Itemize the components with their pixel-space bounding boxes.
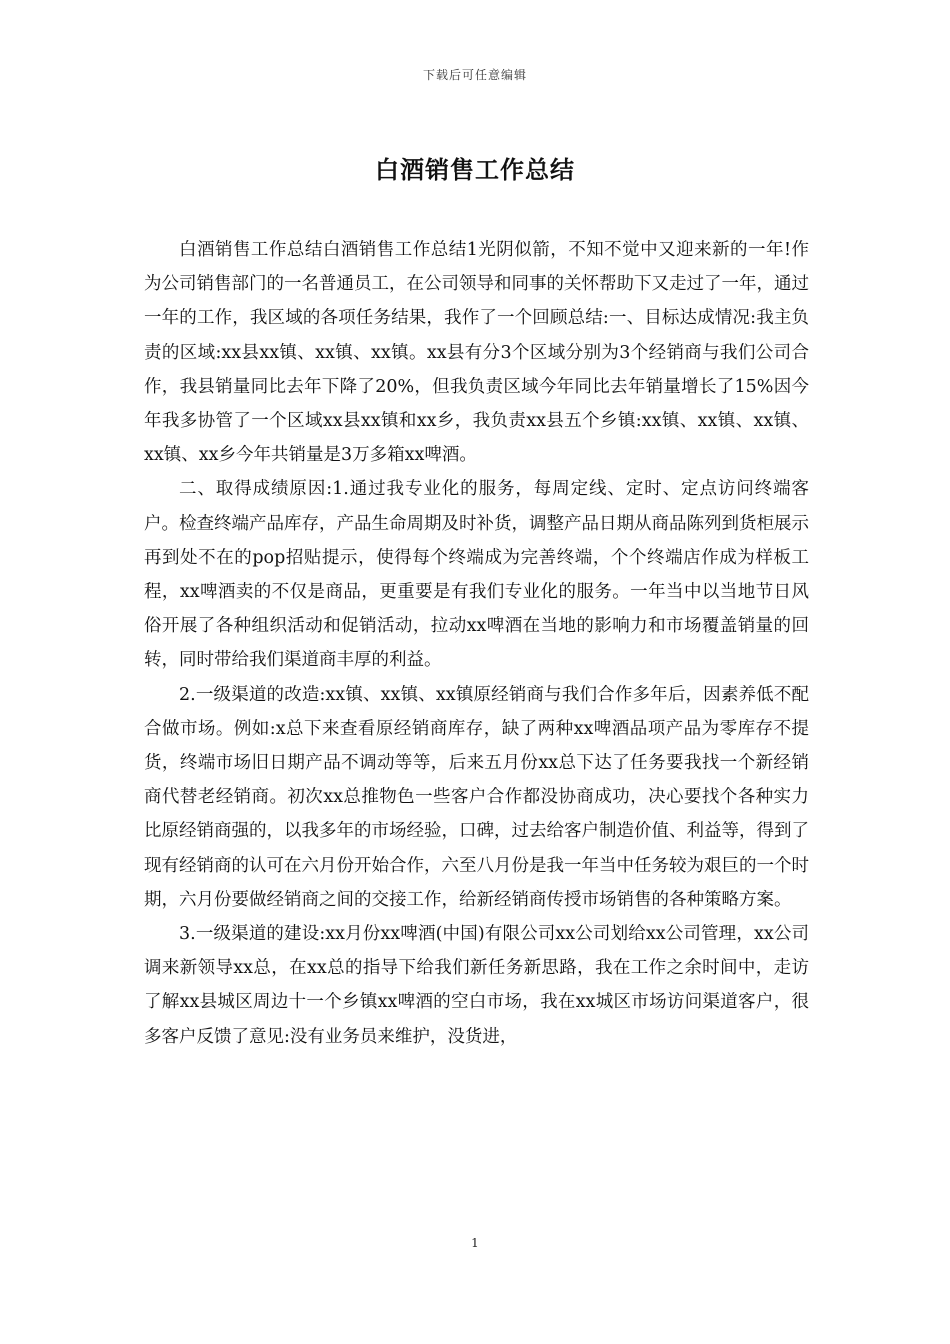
- document-body: [144, 233, 809, 1054]
- paragraph-2: 二、取得成绩原因:1.通过我专业化的服务，每周定线、定时、定点访问终端客户。检查终端产品库存，产品生命周期及时补货，调整产品日期从商品陈列到货柜展示再到处不在的pop招贴提示，使得每个终端成为完善终端，个个终端店作成为样板工程，xx啤酒卖的不仅是商品，更重要是有我们专业化的服务。一年当中以当地节日风俗开展了各种组织活动和促销活动，拉动xx啤酒在当地的影响力和市场覆盖销量的回转，同时带给我们渠道商丰厚的利益。: [144, 479, 809, 671]
- page-number: 1: [471, 1236, 479, 1250]
- page-header: 下载后可任意编辑: [422, 68, 527, 82]
- document-title: 白酒销售工作总结: [375, 155, 575, 184]
- paragraph-4: 3.一级渠道的建设:xx月份xx啤酒(中国)有限公司xx公司划给xx公司管理，xx公司调来新领导xx总，在xx总的指导下给我们新任务新思路，我在工作之余时间中，走访了解xx县城区周边十一个乡镇xx啤酒的空白市场，我在xx城区市场访问渠道客户，很多客户反馈了意见:没有业务员来维护，没货进，: [144, 924, 809, 1047]
- paragraph-3: 2.一级渠道的改造:xx镇、xx镇、xx镇原经销商与我们合作多年后，因素养低不配合做市场。例如:x总下来查看原经销商库存，缺了两种xx啤酒品项产品为零库存不提货，终端市场旧日期产品不调动等等，后来五月份xx总下达了任务要我找一个新经销商代替老经销商。初次xx总推物色一些客户合作都没协商成功，决心要找个各种实力比原经销商强的，以我多年的市场经验，口碑，过去给客户制造价值、利益等，得到了现有经销商的认可在六月份开始合作，六至八月份是我一年当中任务较为艰巨的一个时期，六月份要做经销商之间的交接工作，给新经销商传授市场销售的各种策略方案。: [144, 684, 809, 910]
- paragraph-1: 白酒销售工作总结白酒销售工作总结1光阴似箭，不知不觉中又迎来新的一年!作为公司销售部门的一名普通员工，在公司领导和同事的关怀帮助下又走过了一年，通过一年的工作，我区域的各项任务结果，我作了一个回顾总结:一、目标达成情况:我主负责的区域:xx县xx镇、xx镇、xx镇。xx县有分3个区域分别为3个经销商与我们公司合作，我县销量同比去年下降了20%，但我负责区域今年同比去年销量增长了15%因今年我多协管了一个区域xx县xx镇和xx乡，我负责xx县五个乡镇:xx镇、xx镇、xx镇、xx镇、xx乡今年共销量是3万多箱xx啤酒。: [144, 240, 809, 466]
